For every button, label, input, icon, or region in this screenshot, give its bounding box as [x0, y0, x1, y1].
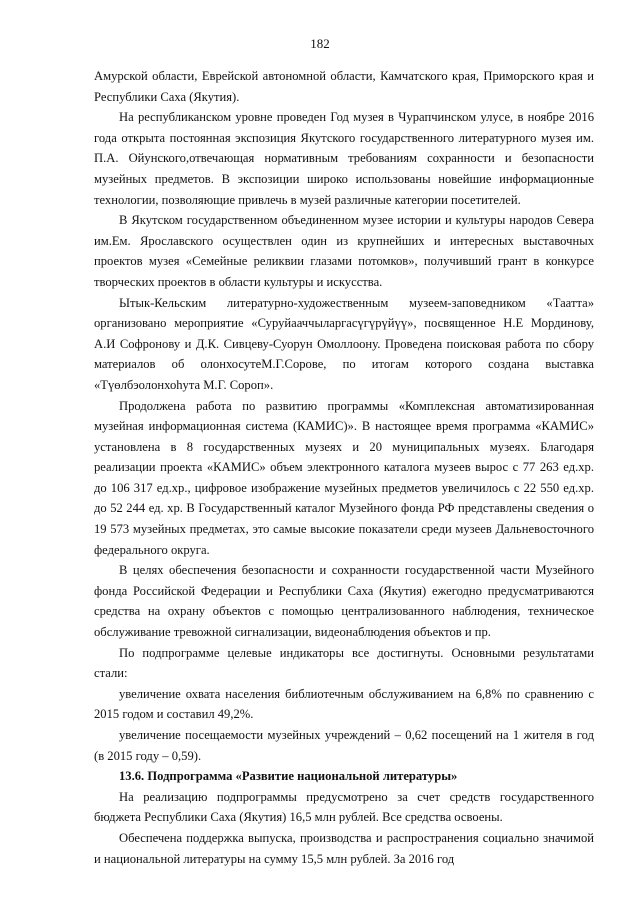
document-body [94, 66, 594, 869]
page-number: 182 [310, 36, 330, 51]
paragraph-indicators: По подпрограмме целевые индикаторы все достигнуты. Основными результатами стали: [94, 645, 594, 681]
paragraph-year-of-museum: На республиканском уровне проведен Год музея в Чурапчинском улусе, в ноябре 2016 года открыта постоянная экспозиция Якутского государственного литературного музея им. П.А. Ойунского,отвечающая нормативным требованиям сохранности и безопасности музейных предметов. В экспозиции широко использованы новейшие информационные технологии, позволяющие привлечь в музей различные категории посетителей. [94, 110, 594, 207]
paragraph-subprogram-budget: На реализацию подпрограммы предусмотрено за счет средств государственного бюджета Республики Саха (Якутия) 16,5 млн рублей. Все средства освоены. [94, 789, 594, 825]
paragraph-publishing-support: Обеспечена поддержка выпуска, производства и распространения социально значимой и национальной литературы на сумму 15,5 млн рублей. За 2016 год [94, 830, 594, 866]
paragraph-kamis: Продолжена работа по развитию программы «Комплексная автоматизированная музейная информационная система (КАМИС)». В настоящее время программа «КАМИС» установлена в 8 государственных музеях и 20 муниципальных музеях. Благодаря реализации проекта «КАМИС» объем электронного каталога музеев вырос с 77 263 ед.хр. до 106 317 ед.хр., цифровое изображение музейных предметов увеличилось с 22 550 ед.хр. до 52 244 ед. хр. В Государственный каталог Музейного фонда РФ представлены сведения о 19 573 музейных предметах, это самые высокие показатели среди музеев Дальневосточного федерального округа. [94, 398, 594, 557]
paragraph-taatta-museum: Ытык-Кельским литературно-художественным музеем-заповедником «Таатта» организовано мероприятие «Суруйааччыларгасүгүрүйүү», посвященное Н.Е Мординову, А.И Софронову и Д.К. Сивцеву-Суорун Омоллоону. Проведена поисковая работа по сбору материалов об олонхосутеМ.Г.Сорове, по итогам которого создана выставка «Түөлбэолонхоһута М.Г. Сороп». [94, 295, 594, 392]
paragraph-library-coverage: увеличение охвата населения библиотечным обслуживанием на 6,8% по сравнению с 2015 годом и составил 49,2%. [94, 686, 594, 722]
paragraph-amur-regions: Амурской области, Еврейской автономной области, Камчатского края, Приморского края и Республики Саха (Якутия). [94, 69, 594, 104]
section-heading-13-6: 13.6. Подпрограмма «Развитие национальной литературы» [119, 769, 458, 784]
paragraph-security: В целях обеспечения безопасности и сохранности государственной части Музейного фонда Российской Федерации и Республики Саха (Якутия) ежегодно предусматриваются средства на охрану объектов с помощью централизованного наблюдения, техническое обслуживание тревожной сигнализации, видеонаблюдения объектов и пр. [94, 563, 594, 640]
paragraph-museum-attendance: увеличение посещаемости музейных учреждений – 0,62 посещений на 1 жителя в год (в 2015 году – 0,59). [94, 728, 594, 763]
paragraph-yakutsk-museum: В Якутском государственном объединенном музее истории и культуры народов Севера им.Ем. Ярославского осуществлен один из крупнейших и интересных выставочных проектов музея «Семейные реликвии глазами потомков», получивший грант в конкурсе творческих проектов в области культуры и искусства. [94, 213, 594, 289]
